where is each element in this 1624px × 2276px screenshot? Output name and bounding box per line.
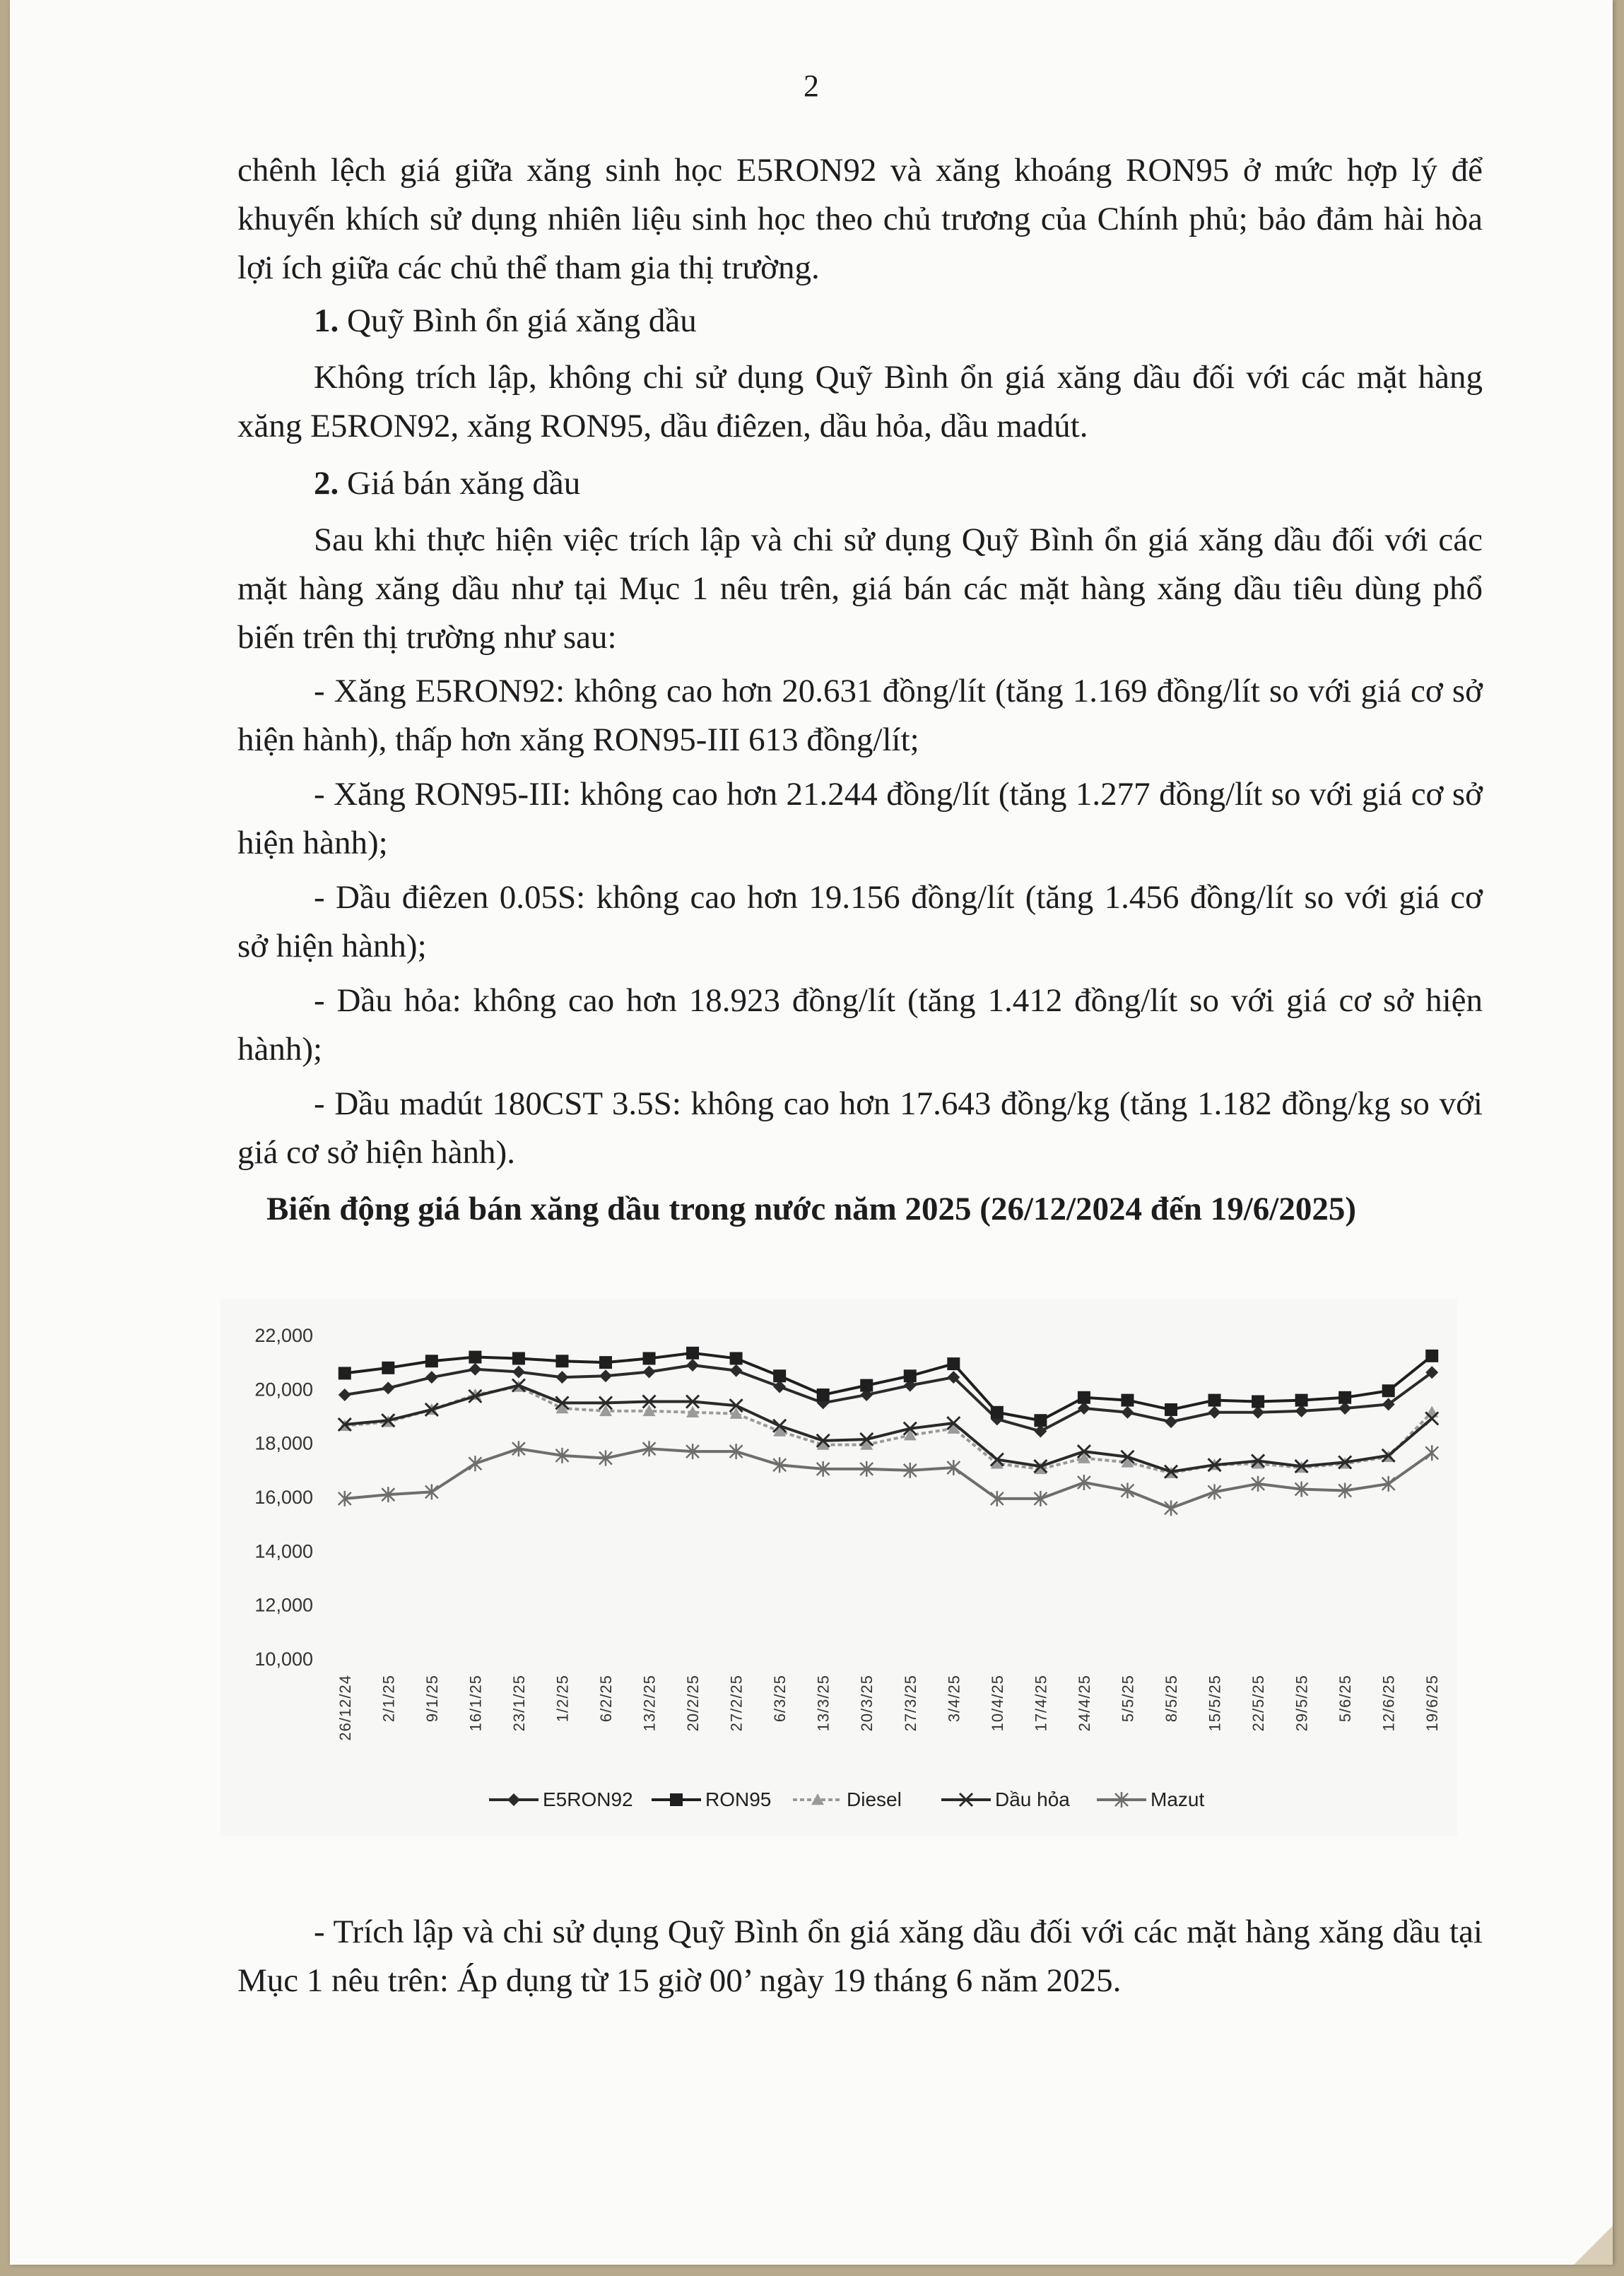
data-point-diesel <box>1425 1406 1438 1417</box>
x-tick-label: 13/3/25 <box>814 1675 832 1732</box>
y-tick-label: 16,000 <box>254 1487 313 1508</box>
x-tick-label: 24/4/25 <box>1075 1675 1093 1732</box>
y-tick-label: 20,000 <box>254 1379 313 1401</box>
x-tick-label: 15/5/25 <box>1206 1675 1224 1732</box>
heading-fund-text: Quỹ Bình ổn giá xăng dầu <box>339 302 697 339</box>
data-point-ron95 <box>1078 1391 1090 1404</box>
data-point-ron95 <box>947 1357 960 1370</box>
x-tick-label: 10/4/25 <box>988 1675 1006 1732</box>
data-point-ron95 <box>469 1351 481 1364</box>
x-tick-label: 3/4/25 <box>945 1675 963 1723</box>
data-point-ron95 <box>512 1352 525 1364</box>
page-fold <box>1574 2226 1613 2265</box>
series-e5ron92 <box>339 1359 1438 1438</box>
x-tick-label: 22/5/25 <box>1249 1675 1268 1732</box>
series-mazut <box>339 1441 1438 1516</box>
legend-label: E5RON92 <box>543 1788 633 1810</box>
data-point-ron95 <box>1338 1391 1351 1404</box>
final-paragraph: - Trích lập và chi sử dụng Quỹ Bình ổn giá xăng dầu đối với các mặt hàng xăng dầu tại Mục 1 nêu trên: Áp dụng từ 15 giờ 00’ ngày 19 tháng 6 năm 2025. <box>237 1914 1483 1999</box>
data-point-ron95 <box>730 1352 743 1364</box>
series-d-u-h-a <box>339 1379 1438 1478</box>
price-paragraph: Sau khi thực hiện việc trích lập và chi sử dụng Quỹ Bình ổn giá xăng dầu đối với các mặt hàng xăng dầu như tại Mục 1 nêu trên, giá bán các mặt hàng xăng dầu tiêu dùng phổ biến trên thị trường như sau: <box>237 521 1483 656</box>
data-point-ron95 <box>904 1369 917 1382</box>
data-point-ron95 <box>817 1388 830 1401</box>
price-item-kerosene: - Dầu hỏa: không cao hơn 18.923 đồng/lít (tăng 1.412 đồng/lít so với giá cơ sở hiện hành); <box>237 982 1483 1068</box>
series-line-d-u-h-a <box>345 1386 1432 1472</box>
data-point-ron95 <box>1382 1384 1395 1397</box>
data-point-ron95 <box>425 1355 438 1367</box>
price-item-mazut: - Dầu madút 180CST 3.5S: không cao hơn 17.643 đồng/kg (tăng 1.182 đồng/kg so với giá cơ sở hiện hành). <box>237 1085 1483 1171</box>
legend-label: Diesel <box>847 1788 902 1810</box>
x-tick-label: 26/12/24 <box>336 1675 354 1741</box>
data-point-ron95 <box>686 1347 699 1360</box>
data-point-ron95 <box>1165 1403 1177 1416</box>
data-point-ron95 <box>1034 1414 1047 1427</box>
x-tick-label: 27/3/25 <box>901 1675 919 1732</box>
data-point-ron95 <box>1295 1394 1308 1407</box>
data-point-ron95 <box>643 1352 656 1364</box>
data-point-e5ron92 <box>555 1371 568 1384</box>
intro-paragraph: chênh lệch giá giữa xăng sinh học E5RON92 và xăng khoáng RON95 ở mức hợp lý để khuyến khích sử dụng nhiên liệu sinh học theo chủ trương của Chính phủ; bảo đảm hài hòa lợi ích giữa các chủ thể tham gia thị trường. <box>237 152 1483 286</box>
x-tick-label: 13/2/25 <box>640 1675 659 1732</box>
chart-title: Biến động giá bán xăng dầu trong nước năm 2025 (26/12/2024 đến 19/6/2025) <box>266 1191 1356 1227</box>
series-line-mazut <box>345 1449 1432 1508</box>
data-point-ron95 <box>773 1369 786 1382</box>
series-line-diesel <box>345 1387 1432 1473</box>
x-tick-label: 5/5/25 <box>1119 1675 1137 1723</box>
fuel-price-chart <box>220 1299 1457 1836</box>
data-point-ron95 <box>339 1367 351 1379</box>
y-tick-label: 18,000 <box>254 1432 313 1454</box>
data-point-ron95 <box>599 1356 612 1369</box>
legend-item-d-u-h-a <box>941 1788 1070 1810</box>
data-point-e5ron92 <box>1208 1406 1221 1419</box>
price-item-diesel: - Dầu điêzen 0.05S: không cao hơn 19.156 đồng/lít (tăng 1.456 đồng/lít so với giá cơ sở hiện hành); <box>237 879 1483 965</box>
heading-fund <box>237 297 1483 346</box>
data-point-e5ron92 <box>425 1371 438 1384</box>
legend-label: RON95 <box>705 1788 772 1810</box>
heading-price-text: Giá bán xăng dầu <box>339 465 581 502</box>
data-point-e5ron92 <box>730 1364 743 1377</box>
x-tick-label: 12/6/25 <box>1379 1675 1398 1732</box>
x-tick-label: 27/2/25 <box>727 1675 746 1732</box>
x-tick-label: 6/2/25 <box>597 1675 615 1723</box>
data-point-ron95 <box>860 1379 873 1392</box>
heading-fund-number: 1. <box>314 302 339 339</box>
x-tick-label: 1/2/25 <box>553 1675 572 1723</box>
data-point-mazut <box>469 1456 481 1471</box>
x-tick-label: 2/1/25 <box>379 1675 398 1723</box>
data-point-ron95 <box>555 1355 568 1367</box>
price-item-e5ron92: - Xăng E5RON92: không cao hơn 20.631 đồng/lít (tăng 1.169 đồng/lít so với giá cơ sở hiện hành), thấp hơn xăng RON95-III 613 đồng/lít; <box>237 673 1483 758</box>
series-line-e5ron92 <box>345 1365 1432 1432</box>
x-tick-label: 8/5/25 <box>1163 1675 1180 1723</box>
x-tick-label: 16/1/25 <box>466 1675 485 1732</box>
x-tick-label: 20/2/25 <box>684 1675 702 1732</box>
data-point-e5ron92 <box>1121 1406 1134 1419</box>
x-tick-label: 5/6/25 <box>1336 1675 1355 1723</box>
x-tick-label: 19/6/25 <box>1423 1675 1442 1732</box>
data-point-ron95 <box>382 1362 394 1374</box>
y-tick-label: 12,000 <box>254 1594 313 1616</box>
data-point-mazut <box>1425 1445 1438 1461</box>
data-point-e5ron92 <box>469 1363 481 1376</box>
legend-item-mazut <box>1097 1788 1204 1810</box>
x-tick-label: 20/3/25 <box>858 1675 876 1732</box>
series-ron95 <box>339 1347 1438 1427</box>
x-tick-label: 9/1/25 <box>423 1675 441 1723</box>
data-point-e5ron92 <box>643 1366 656 1379</box>
legend-label: Mazut <box>1151 1788 1205 1810</box>
data-point-ron95 <box>1208 1394 1221 1407</box>
x-tick-label: 6/3/25 <box>771 1675 789 1723</box>
data-point-ron95 <box>1121 1394 1134 1407</box>
x-tick-label: 23/1/25 <box>510 1675 528 1732</box>
data-point-mazut <box>1165 1500 1177 1516</box>
document-page <box>10 0 1613 2265</box>
y-tick-label: 10,000 <box>254 1649 313 1670</box>
data-point-e5ron92 <box>512 1366 525 1379</box>
x-tick-label: 29/5/25 <box>1293 1675 1311 1732</box>
legend-marker <box>507 1793 520 1806</box>
data-point-ron95 <box>1425 1350 1438 1362</box>
legend-marker <box>670 1793 683 1806</box>
heading-price <box>237 459 1483 508</box>
price-item-ron95: - Xăng RON95-III: không cao hơn 21.244 đồng/lít (tăng 1.277 đồng/lít so với giá cơ sở hiện hành); <box>237 776 1483 861</box>
legend-item-diesel <box>793 1788 902 1810</box>
data-point-ron95 <box>991 1406 1004 1419</box>
data-point-e5ron92 <box>339 1388 351 1401</box>
data-point-e5ron92 <box>686 1359 699 1372</box>
y-tick-label: 14,000 <box>254 1540 313 1562</box>
legend-item-ron95 <box>652 1788 771 1810</box>
legend-label: Dầu hỏa <box>995 1788 1070 1810</box>
heading-price-number: 2. <box>314 465 339 502</box>
y-tick-label: 22,000 <box>254 1325 313 1346</box>
page-number: 2 <box>804 69 819 103</box>
data-point-e5ron92 <box>1165 1415 1177 1428</box>
data-point-e5ron92 <box>599 1369 612 1382</box>
data-point-e5ron92 <box>382 1381 394 1394</box>
x-tick-label: 17/4/25 <box>1032 1675 1050 1732</box>
legend-item-e5ron92 <box>489 1788 633 1810</box>
fund-paragraph: Không trích lập, không chi sử dụng Quỹ Bình ổn giá xăng dầu đối với các mặt hàng xăng E5RON92, xăng RON95, dầu điêzen, dầu hỏa, dầu madút. <box>237 359 1483 444</box>
chart-svg <box>220 1299 1457 1836</box>
data-point-ron95 <box>1252 1396 1264 1408</box>
